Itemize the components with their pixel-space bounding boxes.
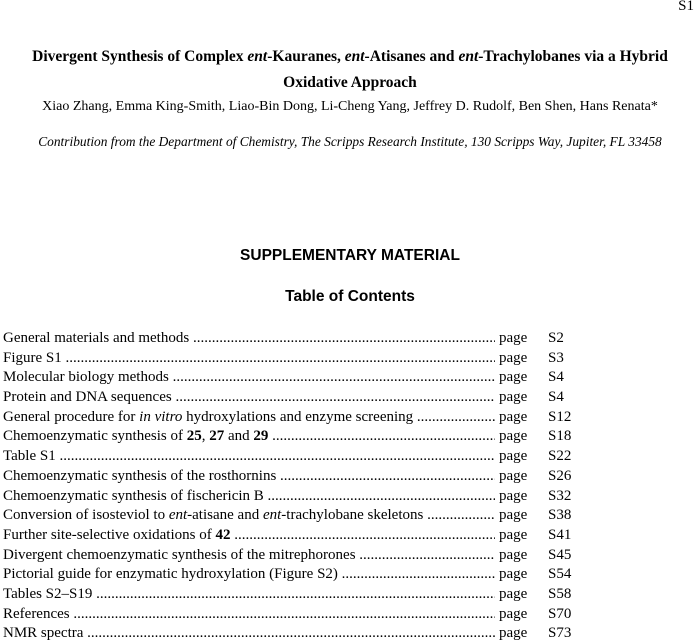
toc-row bbox=[3, 546, 643, 566]
toc-row bbox=[3, 427, 643, 447]
toc-row bbox=[3, 329, 643, 349]
toc-page-number: S22 bbox=[548, 448, 572, 465]
toc-page-number: S18 bbox=[548, 428, 572, 445]
toc-page-label: page bbox=[497, 349, 527, 369]
toc-page-label: page bbox=[497, 565, 527, 585]
toc-page-label: page bbox=[497, 624, 527, 644]
toc-page-number: S26 bbox=[548, 467, 572, 484]
toc-page-number: S12 bbox=[548, 408, 572, 425]
toc-page-label: page bbox=[497, 526, 527, 546]
toc-page-number: S32 bbox=[548, 487, 572, 504]
toc-page-label: page bbox=[497, 467, 527, 487]
toc-entry-title: Pictorial guide for enzymatic hydroxylation (Figure S2) ..... bbox=[3, 565, 495, 585]
toc-page-number: S41 bbox=[548, 526, 572, 543]
toc-entry-title: Divergent chemoenzymatic synthesis of the mitrephorones ..... bbox=[3, 546, 495, 566]
toc-row bbox=[3, 565, 643, 585]
toc-row bbox=[3, 506, 643, 526]
toc-page-label: page bbox=[497, 585, 527, 605]
toc-row bbox=[3, 388, 643, 408]
toc-entry-title: Further site-selective oxidations of 42 ..... bbox=[3, 526, 495, 546]
toc-row bbox=[3, 605, 643, 625]
title-line-1: Divergent Synthesis of Complex ent-Kauranes, ent-Atisanes and ent-Trachylobanes via a Hybrid bbox=[32, 48, 668, 65]
toc-entry-title: Chemoenzymatic synthesis of fischericin B ..... bbox=[3, 487, 495, 507]
toc-row bbox=[3, 467, 643, 487]
title-line-2: Oxidative Approach bbox=[283, 74, 417, 91]
toc-heading: Table of Contents bbox=[285, 288, 415, 305]
toc-page-number: S73 bbox=[548, 625, 572, 642]
toc-page-label: page bbox=[497, 408, 527, 428]
page-number: S1 bbox=[678, 0, 694, 14]
toc-entry-title: NMR spectra ..... bbox=[3, 624, 495, 644]
table-of-contents bbox=[3, 329, 643, 644]
toc-entry-title: Table S1 ..... bbox=[3, 447, 495, 467]
toc-page-label: page bbox=[497, 506, 527, 526]
toc-page-number: S2 bbox=[548, 330, 564, 346]
toc-page-number: S4 bbox=[548, 389, 564, 406]
toc-page-label: page bbox=[497, 427, 527, 447]
toc-row bbox=[3, 447, 643, 467]
toc-entry-title: Conversion of isosteviol to ent-atisane and ent-trachylobane skeletons ..... bbox=[3, 506, 495, 526]
paper-title bbox=[0, 44, 700, 96]
toc-row bbox=[3, 585, 643, 605]
toc-page-number: S3 bbox=[548, 349, 564, 366]
toc-page-label: page bbox=[497, 605, 527, 625]
toc-page-label: page bbox=[497, 368, 527, 388]
toc-row bbox=[3, 487, 643, 507]
toc-entry-title: Chemoenzymatic synthesis of the rosthornins ..... bbox=[3, 467, 495, 487]
toc-page-number: S38 bbox=[548, 507, 572, 524]
supplementary-heading: SUPPLEMENTARY MATERIAL bbox=[240, 247, 460, 264]
toc-row bbox=[3, 368, 643, 388]
toc-page-number: S54 bbox=[548, 566, 572, 583]
toc-page-number: S70 bbox=[548, 605, 572, 622]
toc-row bbox=[3, 526, 643, 546]
toc-entry-title: Molecular biology methods ..... bbox=[3, 368, 495, 388]
toc-entry-title: References ..... bbox=[3, 605, 495, 625]
toc-entry-title: General procedure for in vitro hydroxylations and enzyme screening ..... bbox=[3, 408, 495, 428]
toc-page-label: page bbox=[497, 546, 527, 566]
toc-page-number: S4 bbox=[548, 369, 564, 386]
toc-page-label: page bbox=[497, 447, 527, 467]
toc-entry-title: General materials and methods ..... bbox=[3, 329, 495, 349]
toc-entry-title: Protein and DNA sequences ..... bbox=[3, 388, 495, 408]
toc-row bbox=[3, 408, 643, 428]
toc-entry-title: Figure S1 ..... bbox=[3, 349, 495, 369]
toc-page-number: S45 bbox=[548, 546, 572, 563]
toc-page-number: S58 bbox=[548, 585, 572, 602]
toc-entry-title: Chemoenzymatic synthesis of 25, 27 and 29 ..... bbox=[3, 427, 495, 447]
toc-row bbox=[3, 624, 643, 644]
toc-page-label: page bbox=[497, 329, 527, 349]
toc-row bbox=[3, 349, 643, 369]
toc-entry-title: Tables S2–S19 ..... bbox=[3, 585, 495, 605]
toc-page-label: page bbox=[497, 388, 527, 408]
author-list: Xiao Zhang, Emma King-Smith, Liao-Bin Dong, Li-Cheng Yang, Jeffrey D. Rudolf, Ben Shen, Hans Renata* bbox=[42, 99, 658, 114]
affiliation: Contribution from the Department of Chemistry, The Scripps Research Institute, 130 Scripps Way, Jupiter, FL 33458 bbox=[38, 134, 662, 149]
toc-page-label: page bbox=[497, 487, 527, 507]
